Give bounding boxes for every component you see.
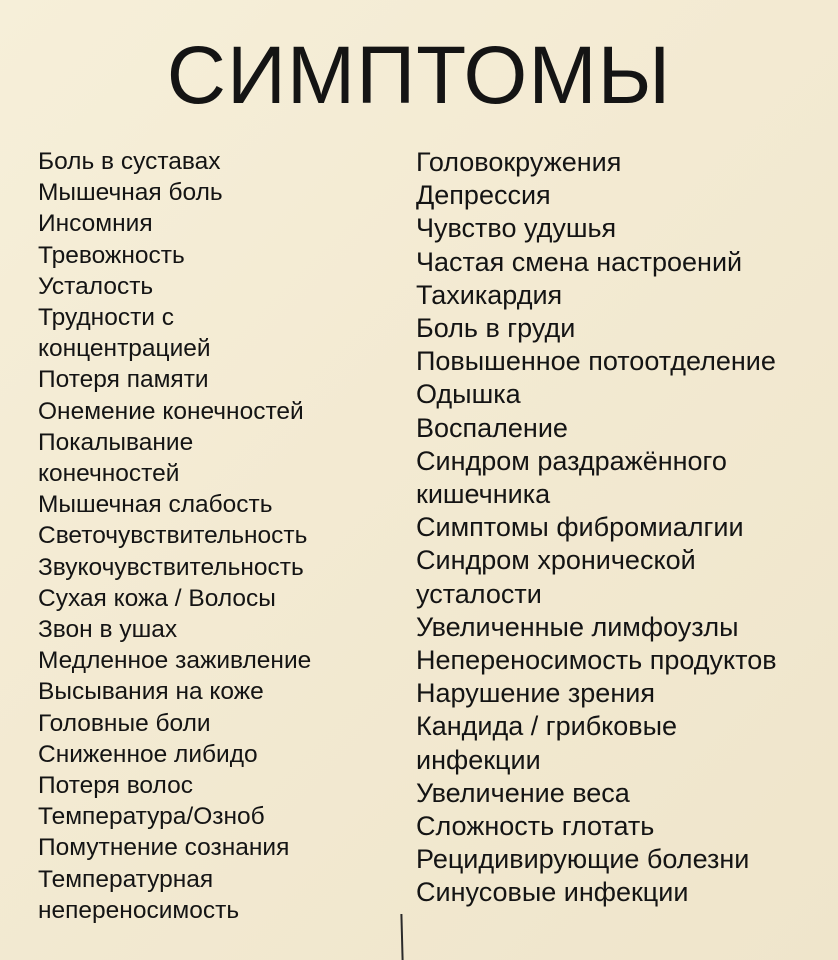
list-item: Синдром раздражённого кишечника bbox=[416, 445, 727, 510]
list-item: Кандида / грибковые инфекции bbox=[416, 711, 678, 775]
list-item: Онемение конечностей bbox=[38, 397, 304, 425]
list-item: Непереносимость продуктов bbox=[416, 645, 777, 676]
list-item: Звукочувствительность bbox=[38, 553, 304, 581]
list-item: Головные боли bbox=[38, 709, 211, 737]
list-item: Одышка bbox=[416, 379, 521, 410]
list-item: Увеличенные лимфоузлы bbox=[416, 611, 739, 642]
list-item: Сниженное либидо bbox=[38, 740, 258, 768]
list-item: Увеличение веса bbox=[416, 777, 630, 808]
list-item: Мышечная боль bbox=[38, 179, 223, 207]
list-item: Температура/Озноб bbox=[38, 803, 265, 831]
list-item: Помутнение сознания bbox=[38, 834, 290, 862]
pen-stroke-mark bbox=[400, 914, 403, 960]
list-item: Боль в суставах bbox=[38, 148, 221, 175]
list-item: Частая смена настроений bbox=[416, 246, 743, 277]
list-item: Покалывание конечностей bbox=[38, 428, 194, 488]
list-item: Мышечная слабость bbox=[38, 491, 273, 519]
symptom-list-right bbox=[416, 146, 838, 910]
list-item: Сложность глотать bbox=[416, 811, 655, 842]
list-item: Синусовые инфекции bbox=[416, 877, 689, 908]
symptom-list-left bbox=[38, 146, 388, 926]
list-item: Усталость bbox=[38, 272, 154, 300]
list-item: Потеря волос bbox=[38, 772, 193, 800]
page-title: СИМПТОМЫ bbox=[166, 30, 672, 121]
list-item: Сухая кожа / Волосы bbox=[38, 584, 276, 612]
list-item: Потеря памяти bbox=[38, 366, 209, 394]
list-item: Высывания на коже bbox=[38, 678, 264, 706]
list-item: Воспаление bbox=[416, 412, 568, 443]
list-item: Нарушение зрения bbox=[416, 678, 655, 709]
list-item: Светочувствительность bbox=[38, 522, 308, 550]
list-item: Инсомния bbox=[38, 210, 153, 238]
list-item: Чувство удушья bbox=[416, 213, 617, 244]
list-item: Температурная непереносимость bbox=[38, 865, 240, 924]
list-item: Повышенное потоотделение bbox=[416, 346, 776, 377]
list-item: Трудности с концентрацией bbox=[38, 304, 211, 363]
list-item: Симптомы фибромиалгии bbox=[416, 512, 744, 543]
list-item: Тревожность bbox=[38, 241, 185, 269]
list-item: Медленное заживление bbox=[38, 647, 312, 675]
list-item: Депрессия bbox=[416, 180, 551, 211]
list-item: Боль в груди bbox=[416, 313, 576, 344]
list-item: Звон в ушах bbox=[38, 616, 178, 644]
list-item: Рецидивирующие болезни bbox=[416, 844, 750, 875]
list-item: Тахикардия bbox=[416, 279, 563, 310]
list-item: Головокружения bbox=[416, 147, 622, 177]
list-item: Синдром хронической усталости bbox=[416, 545, 696, 609]
